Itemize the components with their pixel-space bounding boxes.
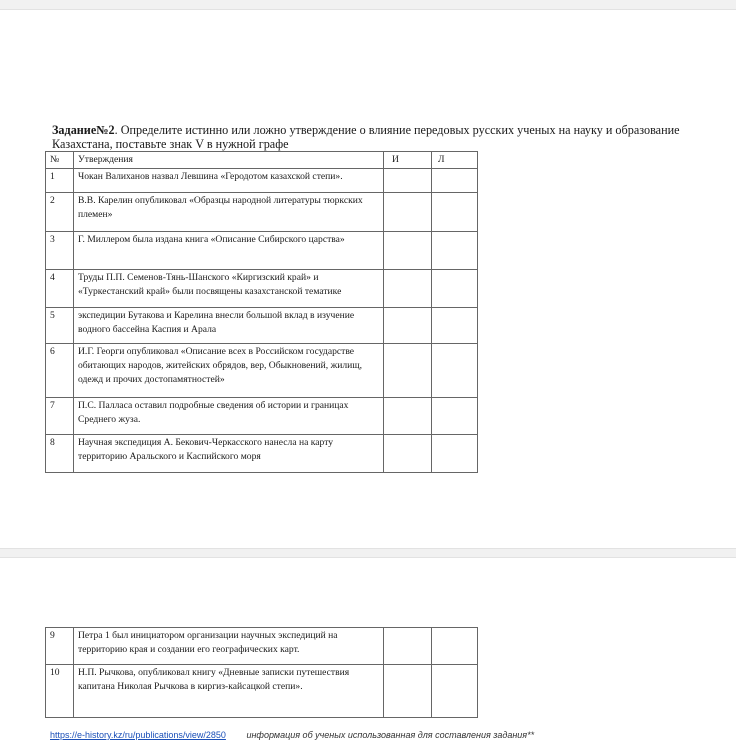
row-statement: Труды П.П. Семенов-Тянь-Шанского «Киргизский край» и «Туркестанский край» были посвящены казахстанской тематике: [74, 270, 384, 308]
row-number: 6: [46, 344, 74, 398]
table-header-row: [46, 152, 478, 169]
answer-true-cell[interactable]: [384, 232, 432, 270]
source-note: информация об ученых использованная для составления задания**: [246, 730, 535, 740]
table-row: [46, 232, 478, 270]
answer-false-cell[interactable]: [432, 628, 478, 665]
answer-false-cell[interactable]: [432, 398, 478, 435]
answer-false-cell[interactable]: [432, 308, 478, 344]
row-statement: экспедиции Бутакова и Карелина внесли большой вклад в изучение водного бассейна Каспия и Арала: [74, 308, 384, 344]
table-row: [46, 435, 478, 473]
footer: [50, 730, 736, 740]
answer-true-cell[interactable]: [384, 308, 432, 344]
header-false: Л: [432, 152, 478, 169]
table-row: [46, 270, 478, 308]
answer-false-cell[interactable]: [432, 665, 478, 718]
row-statement: Н.П. Рычкова, опубликовал книгу «Дневные записки путешествия капитана Николая Рычкова в киргиз-кайсацкой степи».: [74, 665, 384, 718]
answer-true-cell[interactable]: [384, 169, 432, 193]
task-heading-text: . Определите истинно или ложно утверждение о влияние передовых русских ученых на науку и образование Казахстана, поставьте знак V в нужной графе: [52, 123, 680, 151]
table-row: [46, 169, 478, 193]
answer-false-cell[interactable]: [432, 193, 478, 232]
row-number: 10: [46, 665, 74, 718]
answer-true-cell[interactable]: [384, 270, 432, 308]
row-statement: В.В. Карелин опубликовал «Образцы народной литературы тюркских племен»: [74, 193, 384, 232]
header-num: №: [46, 152, 74, 169]
row-number: 9: [46, 628, 74, 665]
answer-false-cell[interactable]: [432, 169, 478, 193]
answer-true-cell[interactable]: [384, 398, 432, 435]
header-statement: Утверждения: [74, 152, 384, 169]
row-statement: Петра 1 был инициатором организации научных экспедиций на территорию края и создании его географических карт.: [74, 628, 384, 665]
row-number: 8: [46, 435, 74, 473]
header-true: И: [384, 152, 432, 169]
table-row: [46, 628, 478, 665]
answer-true-cell[interactable]: [384, 193, 432, 232]
answer-false-cell[interactable]: [432, 435, 478, 473]
row-number: 3: [46, 232, 74, 270]
task-heading: [52, 124, 722, 152]
answer-false-cell[interactable]: [432, 232, 478, 270]
answer-true-cell[interactable]: [384, 628, 432, 665]
row-statement: Г. Миллером была издана книга «Описание Сибирского царства»: [74, 232, 384, 270]
table-row: [46, 344, 478, 398]
row-statement: Чокан Валиханов назвал Левшина «Геродотом казахской степи».: [74, 169, 384, 193]
row-statement: И.Г. Георги опубликовал «Описание всех в Российском государстве обитающих народов, житейских обрядов, вер, Обыкновений, жилищ, одежд и прочих достопамятностей»: [74, 344, 384, 398]
row-number: 4: [46, 270, 74, 308]
statements-table: [45, 151, 478, 473]
answer-true-cell[interactable]: [384, 344, 432, 398]
table-row: [46, 398, 478, 435]
table-row: [46, 665, 478, 718]
row-number: 7: [46, 398, 74, 435]
task-heading-label: Задание№2: [52, 123, 115, 137]
answer-false-cell[interactable]: [432, 270, 478, 308]
row-number: 1: [46, 169, 74, 193]
row-number: 2: [46, 193, 74, 232]
row-statement: Научная экспедиция А. Бекович-Черкасского нанесла на карту территорию Аральского и Каспийского моря: [74, 435, 384, 473]
page-break: [0, 548, 736, 558]
answer-false-cell[interactable]: [432, 344, 478, 398]
answer-true-cell[interactable]: [384, 665, 432, 718]
table-row: [46, 193, 478, 232]
row-number: 5: [46, 308, 74, 344]
statements-table-continued: [45, 627, 478, 718]
answer-true-cell[interactable]: [384, 435, 432, 473]
table-row: [46, 308, 478, 344]
page-break-top: [0, 0, 736, 10]
source-link[interactable]: https://e-history.kz/ru/publications/view/2850: [50, 730, 226, 740]
row-statement: П.С. Палласа оставил подробные сведения об истории и границах Среднего жуза.: [74, 398, 384, 435]
